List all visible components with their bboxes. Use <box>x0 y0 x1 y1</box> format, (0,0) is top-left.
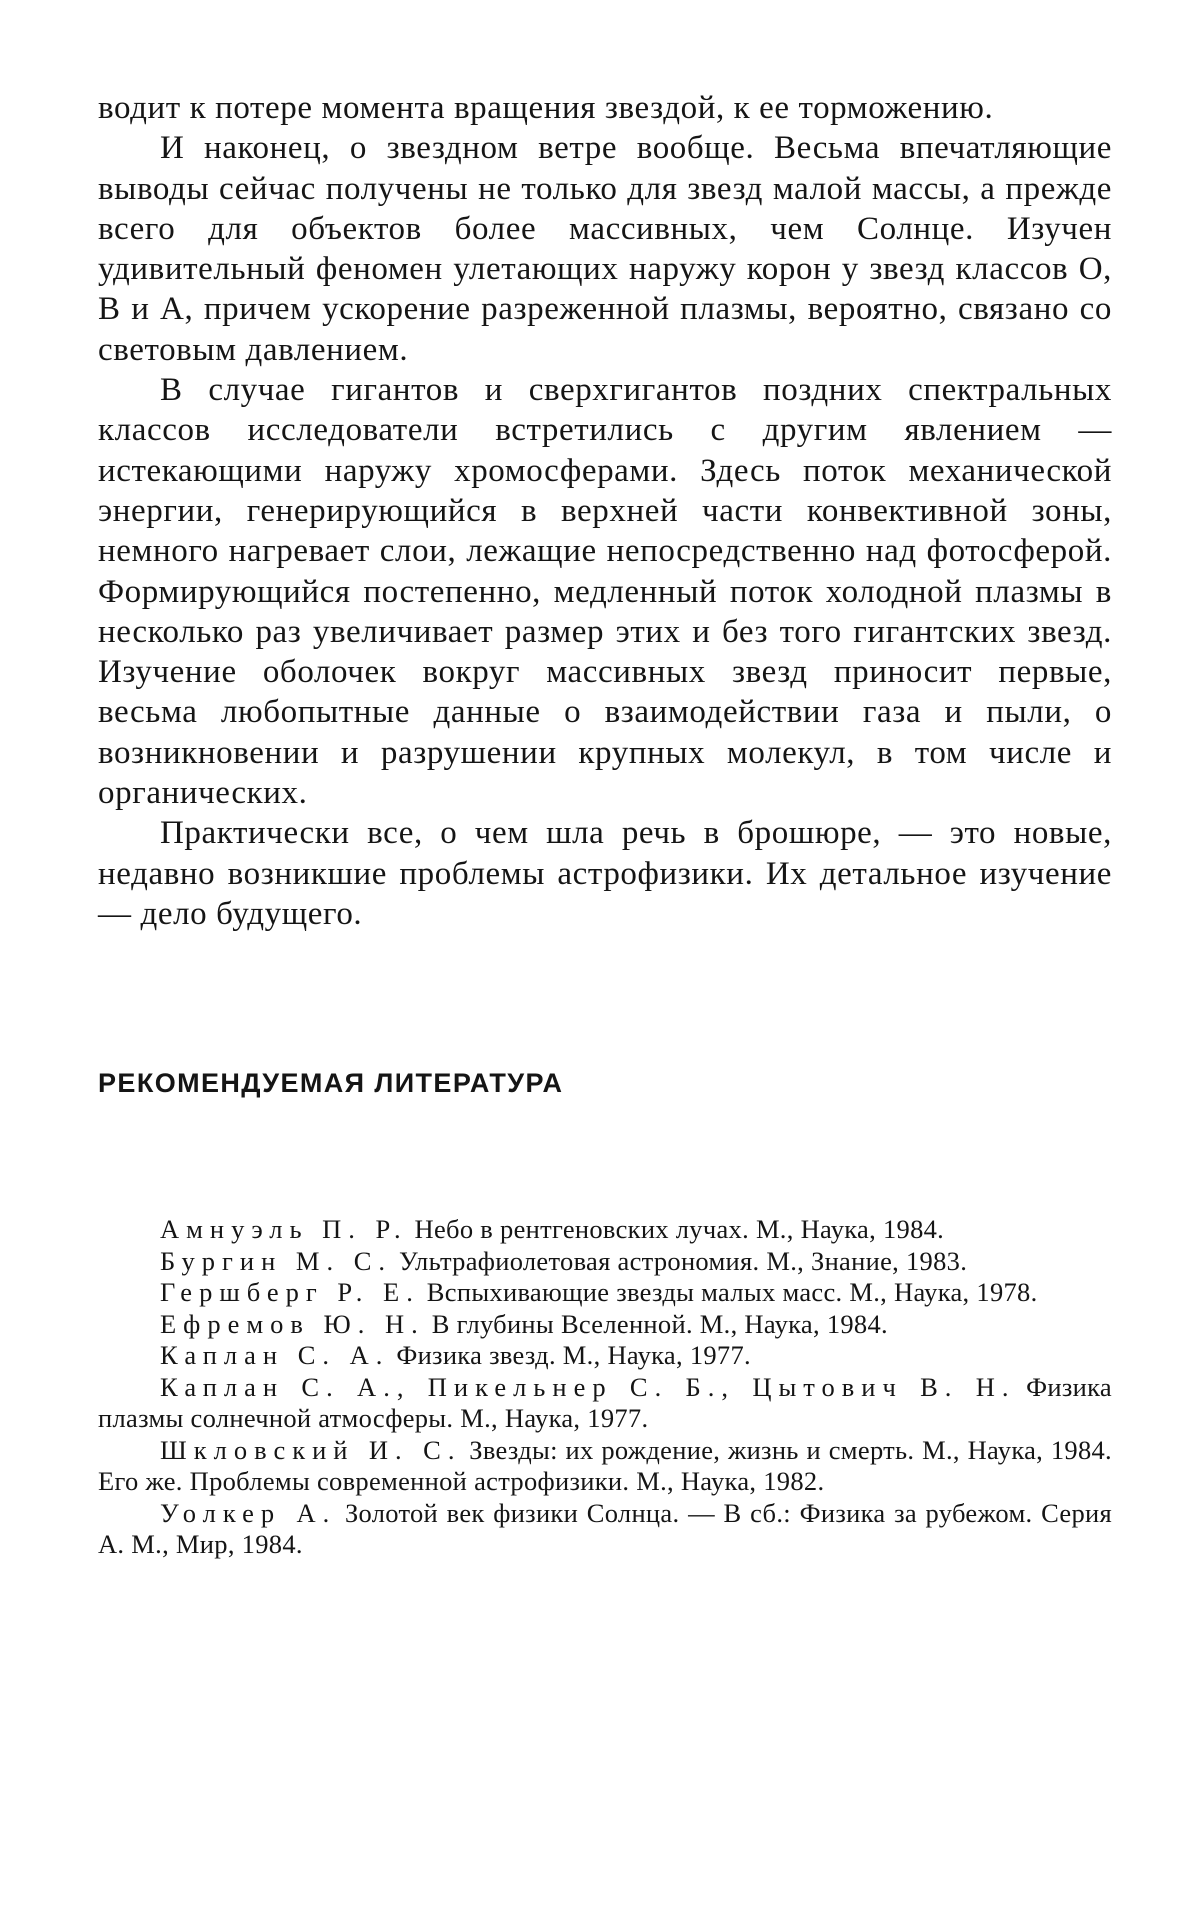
reference-text: Ультрафиолетовая астрономия. М., Знание, 1983. <box>398 1245 968 1276</box>
reference-list <box>98 1214 1112 1561</box>
reference-author: Уолкер А. <box>160 1497 337 1528</box>
main-text <box>98 88 1112 934</box>
reference-author: Каплан С. А., Пикельнер С. Б., Цытович В. Н. <box>160 1371 1016 1402</box>
reference-text: Физика плазмы солнечной атмосферы. М., Наука, 1977. <box>98 1371 1112 1433</box>
reference-item <box>98 1309 1112 1341</box>
reference-item <box>98 1498 1112 1561</box>
reference-author: Амнуэль П. Р. <box>160 1214 408 1244</box>
reference-text: Небо в рентгеновских лучах. М., Наука, 1984. <box>414 1214 945 1244</box>
reference-item <box>98 1277 1112 1309</box>
paragraph: И наконец, о звездном ветре вообще. Весьма впечатляющие выводы сейчас получены не только для звезд малой массы, а прежде всего для объектов более массивных, чем Солнце. Изучен удивительный феномен улетающих наружу корон у звезд классов О, В и А, причем ускорение разреженной плазмы, вероятно, связано со световым давлением. <box>98 130 1112 368</box>
reference-item <box>98 1340 1112 1372</box>
reference-author: Бургин М. С. <box>160 1245 393 1276</box>
reference-text: Вспыхивающие звезды малых масс. М., Наука, 1978. <box>426 1277 1038 1307</box>
reference-author: Шкловский И. С. <box>160 1434 462 1465</box>
reference-text: Звезды: их рождение, жизнь и смерть. М., Наука, 1984. Его же. Проблемы современной астрофизики. М., Наука, 1982. <box>98 1434 1112 1496</box>
paragraph: водит к потере момента вращения звездой, к ее торможению. <box>98 90 994 126</box>
reference-author: Ефремов Ю. Н. <box>160 1308 425 1339</box>
paragraph: Практически все, о чем шла речь в брошюре, — это новые, недавно возникшие проблемы астрофизики. Их детальное изучение — дело будущего. <box>98 815 1112 932</box>
reference-item <box>98 1246 1112 1278</box>
section-title: РЕКОМЕНДУЕМАЯ ЛИТЕРАТУРА <box>98 1068 564 1098</box>
reference-item <box>98 1372 1112 1435</box>
book-page <box>98 88 1112 1559</box>
reference-text: Физика звезд. М., Наука, 1977. <box>396 1340 751 1370</box>
reference-item <box>98 1435 1112 1498</box>
reference-author: Каплан С. А. <box>160 1340 390 1370</box>
paragraph: В случае гигантов и сверхгигантов поздних спектральных классов исследователи встретились с другим явлением — истекающими наружу хромосферами. Здесь поток механической энергии, генерирующийся в верхней части конвективной зоны, немного нагревает слои, лежащие непосредственно над фотосферой. Формирующийся постепенно, медленный поток холодной плазмы в несколько раз увеличивает размер этих и без того гигантских звезд. Изучение оболочек вокруг массивных звезд приносит первые, весьма любопытные данные о взаимодействии газа и пыли, о возникновении и разрушении крупных молекул, в том числе и органических. <box>98 372 1112 812</box>
reference-text: Золотой век физики Солнца. — В сб.: Физика за рубежом. Серия А. М., Мир, 1984. <box>98 1497 1112 1559</box>
reference-author: Гершберг Р. Е. <box>160 1277 420 1307</box>
reference-item <box>98 1214 1112 1246</box>
reference-text: В глубины Вселенной. М., Наука, 1984. <box>431 1308 888 1339</box>
